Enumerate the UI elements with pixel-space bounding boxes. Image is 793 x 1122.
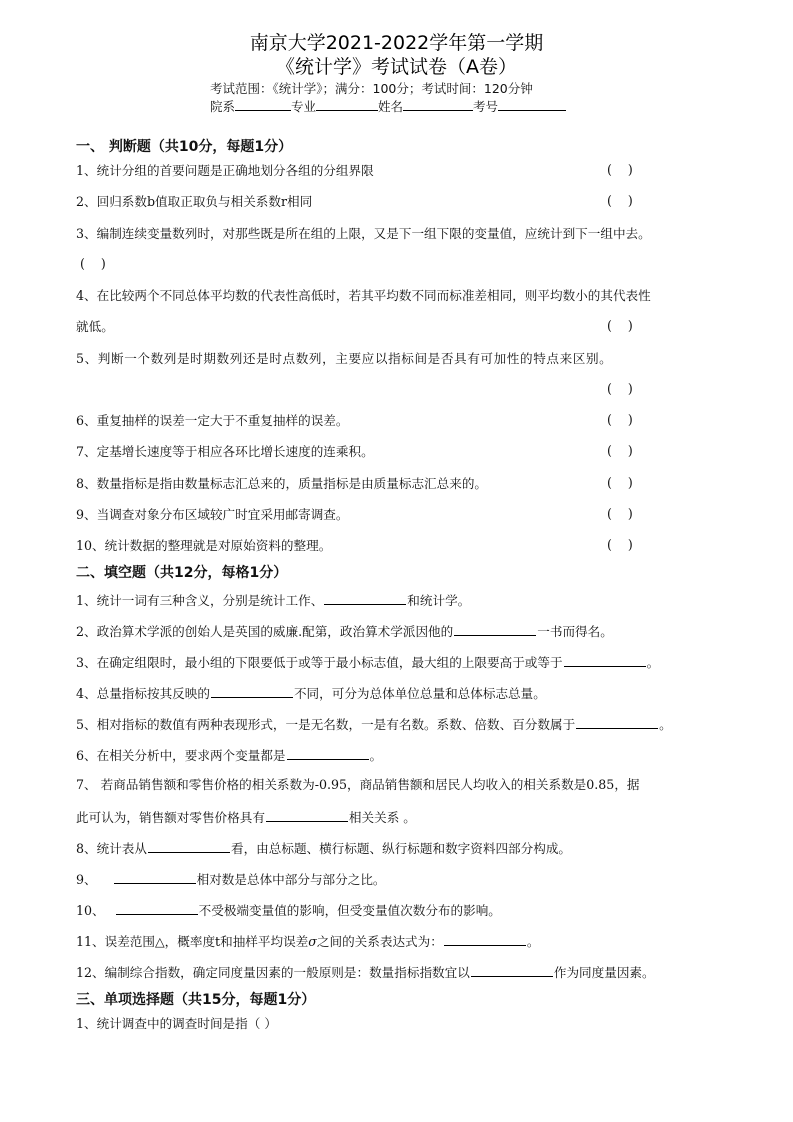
fill-question-9-text-b: 相对数是总体中部分与部分之比。 <box>196 872 386 887</box>
fill-question-9-text-a: 9、 <box>76 872 97 887</box>
fill-blank-3[interactable] <box>564 652 646 667</box>
department-label: 院系 <box>210 99 236 114</box>
fill-blank-2[interactable] <box>454 621 536 636</box>
fill-question-11-text-b: 之间的关系表达式为： <box>316 934 443 949</box>
fill-question-11-text-c: 。 <box>526 934 540 949</box>
answer-paren-1[interactable]: ( ) <box>607 162 633 177</box>
answer-paren-7[interactable]: ( ) <box>607 443 633 458</box>
fill-question-1 <box>76 590 470 610</box>
fill-question-3-text-b: 。 <box>646 655 660 670</box>
fill-blank-4[interactable] <box>211 683 293 698</box>
fill-blank-8[interactable] <box>148 838 230 853</box>
department-field[interactable] <box>235 97 291 111</box>
fill-question-6-text-b: 。 <box>369 748 383 763</box>
fill-question-1-text-b: 和统计学。 <box>407 593 471 608</box>
answer-paren-5[interactable]: ( ) <box>607 381 633 396</box>
fill-question-8 <box>76 838 571 858</box>
fill-question-1-text-a: 1、统计一词有三种含义，分别是统计工作、 <box>76 593 324 608</box>
fill-question-3 <box>76 652 659 672</box>
fill-question-11 <box>76 931 539 951</box>
fill-question-5 <box>76 714 672 734</box>
fill-question-8-text-b: 看，由总标题、横行标题、纵行标题和数字资料四部分构成。 <box>230 841 572 856</box>
judge-question-4-cont: 就低。 <box>76 319 114 334</box>
judge-question-6: 6、重复抽样的误差一定大于不重复抽样的误差。 <box>76 413 349 428</box>
judge-question-7: 7、定基增长速度等于相应各环比增长速度的连乘积。 <box>76 444 374 459</box>
fill-question-8-text-a: 8、统计表从 <box>76 841 147 856</box>
fill-question-5-text-b: 。 <box>659 717 672 732</box>
fill-question-4 <box>76 683 546 703</box>
fill-question-7: 7、 若商品销售额和零售价格的相关系数为-0.95，商品销售额和居民人均收入的相关系数是0.85，据 <box>76 777 640 792</box>
fill-question-4-text-a: 4、总量指标按其反映的 <box>76 686 210 701</box>
fill-question-12 <box>76 962 655 982</box>
judge-question-4: 4、在比较两个不同总体平均数的代表性高低时，若其平均数不同而标准差相同，则平均数小的其代表性 <box>76 288 651 303</box>
fill-question-6 <box>76 745 382 765</box>
judge-question-1: 1、统计分组的首要问题是正确地划分各组的分组界限 <box>76 163 374 178</box>
judge-question-2: 2、回归系数b值取正取负与相关系数r相同 <box>76 194 313 209</box>
judge-question-8: 8、数量指标是指由数量标志汇总来的，质量指标是由质量标志汇总来的。 <box>76 476 488 491</box>
answer-paren-8[interactable]: ( ) <box>607 475 633 490</box>
fill-blank-9[interactable] <box>114 869 196 884</box>
sigma-symbol: σ <box>308 934 317 949</box>
fill-question-7-text-b: 此可认为，销售额对零售价格具有 <box>76 810 265 825</box>
fill-question-3-text-a: 3、在确定组限时，最小组的下限要低于或等于最小标志值，最大组的上限要高于或等于 <box>76 655 563 670</box>
answer-paren-10[interactable]: ( ) <box>607 537 633 552</box>
fill-question-5-text-a: 5、相对指标的数值有两种表现形式，一是无名数，一是有名数。系数、倍数、百分数属于 <box>76 717 576 732</box>
fill-question-7-text-c: 相关关系 。 <box>348 810 416 825</box>
exam-info: 考试范围：《统计学》；满分：100分；考试时间：120分钟 <box>210 81 533 96</box>
name-field[interactable] <box>403 97 473 111</box>
student-id-field[interactable] <box>498 97 566 111</box>
fill-question-4-text-b: 不同，可分为总体单位总量和总体标志总量。 <box>293 686 546 701</box>
fill-question-6-text-a: 6、在相关分析中，要求两个变量都是 <box>76 748 286 763</box>
fill-question-10-text-a: 10、 <box>76 903 105 918</box>
major-field[interactable] <box>316 97 378 111</box>
answer-paren-3[interactable]: ( ) <box>80 256 106 271</box>
fill-blank-10[interactable] <box>116 900 198 915</box>
section-2-heading: 二、填空题（共12分，每格1分） <box>76 565 288 581</box>
fill-question-12-text-a: 12、编制综合指数，确定同度量因素的一般原则是：数量指标指数宜以 <box>76 965 470 980</box>
fill-question-2-text-b: 一书而得名。 <box>537 624 613 639</box>
student-id-label: 考号 <box>473 99 499 114</box>
major-label: 专业 <box>291 99 317 114</box>
judge-question-3: 3、编制连续变量数列时，对那些既是所在组的上限，又是下一组下限的变量值，应统计到下一组中去。 <box>76 226 651 241</box>
judge-question-5: 5、判断一个数列是时期数列还是时点数列，主要应以指标间是否具有可加性的特点来区别。 <box>76 351 613 366</box>
name-label: 姓名 <box>378 99 404 114</box>
fill-question-9 <box>76 869 386 889</box>
fill-question-10-text-b: 不受极端变量值的影响，但受变量值次数分布的影响。 <box>198 903 501 918</box>
judge-question-10: 10、统计数据的整理就是对原始资料的整理。 <box>76 538 332 553</box>
fill-question-11-text-a: 11、误差范围△，概率度t和抽样平均误差 <box>76 934 309 949</box>
fill-question-12-text-b: 作为同度量因素。 <box>553 965 655 980</box>
judge-question-9: 9、当调查对象分布区域较广时宜采用邮寄调查。 <box>76 507 349 522</box>
fill-blank-12[interactable] <box>471 962 553 977</box>
answer-paren-4[interactable]: ( ) <box>607 318 633 333</box>
fill-blank-5[interactable] <box>576 714 658 729</box>
fill-question-7-cont <box>76 807 416 827</box>
answer-paren-6[interactable]: ( ) <box>607 412 633 427</box>
fill-blank-7[interactable] <box>266 807 348 822</box>
exam-title: 南京大学2021-2022学年第一学期 <box>249 32 544 54</box>
student-fields <box>210 97 566 115</box>
choice-question-1: 1、统计调查中的调查时间是指（ ） <box>76 1016 277 1031</box>
fill-blank-11[interactable] <box>444 931 526 946</box>
fill-question-2-text-a: 2、政治算术学派的创始人是英国的威廉.配第，政治算术学派因他的 <box>76 624 454 639</box>
fill-question-10 <box>76 900 501 920</box>
fill-blank-6[interactable] <box>287 745 369 760</box>
answer-paren-2[interactable]: ( ) <box>607 193 633 208</box>
fill-blank-1[interactable] <box>324 590 406 605</box>
section-1-heading: 一、 判断题（共10分，每题1分） <box>76 139 293 155</box>
section-3-heading: 三、单项选择题（共15分，每题1分） <box>76 992 316 1008</box>
fill-question-2 <box>76 621 613 641</box>
answer-paren-9[interactable]: ( ) <box>607 506 633 521</box>
exam-subtitle: 《统计学》考试试卷（A卷） <box>276 56 517 78</box>
